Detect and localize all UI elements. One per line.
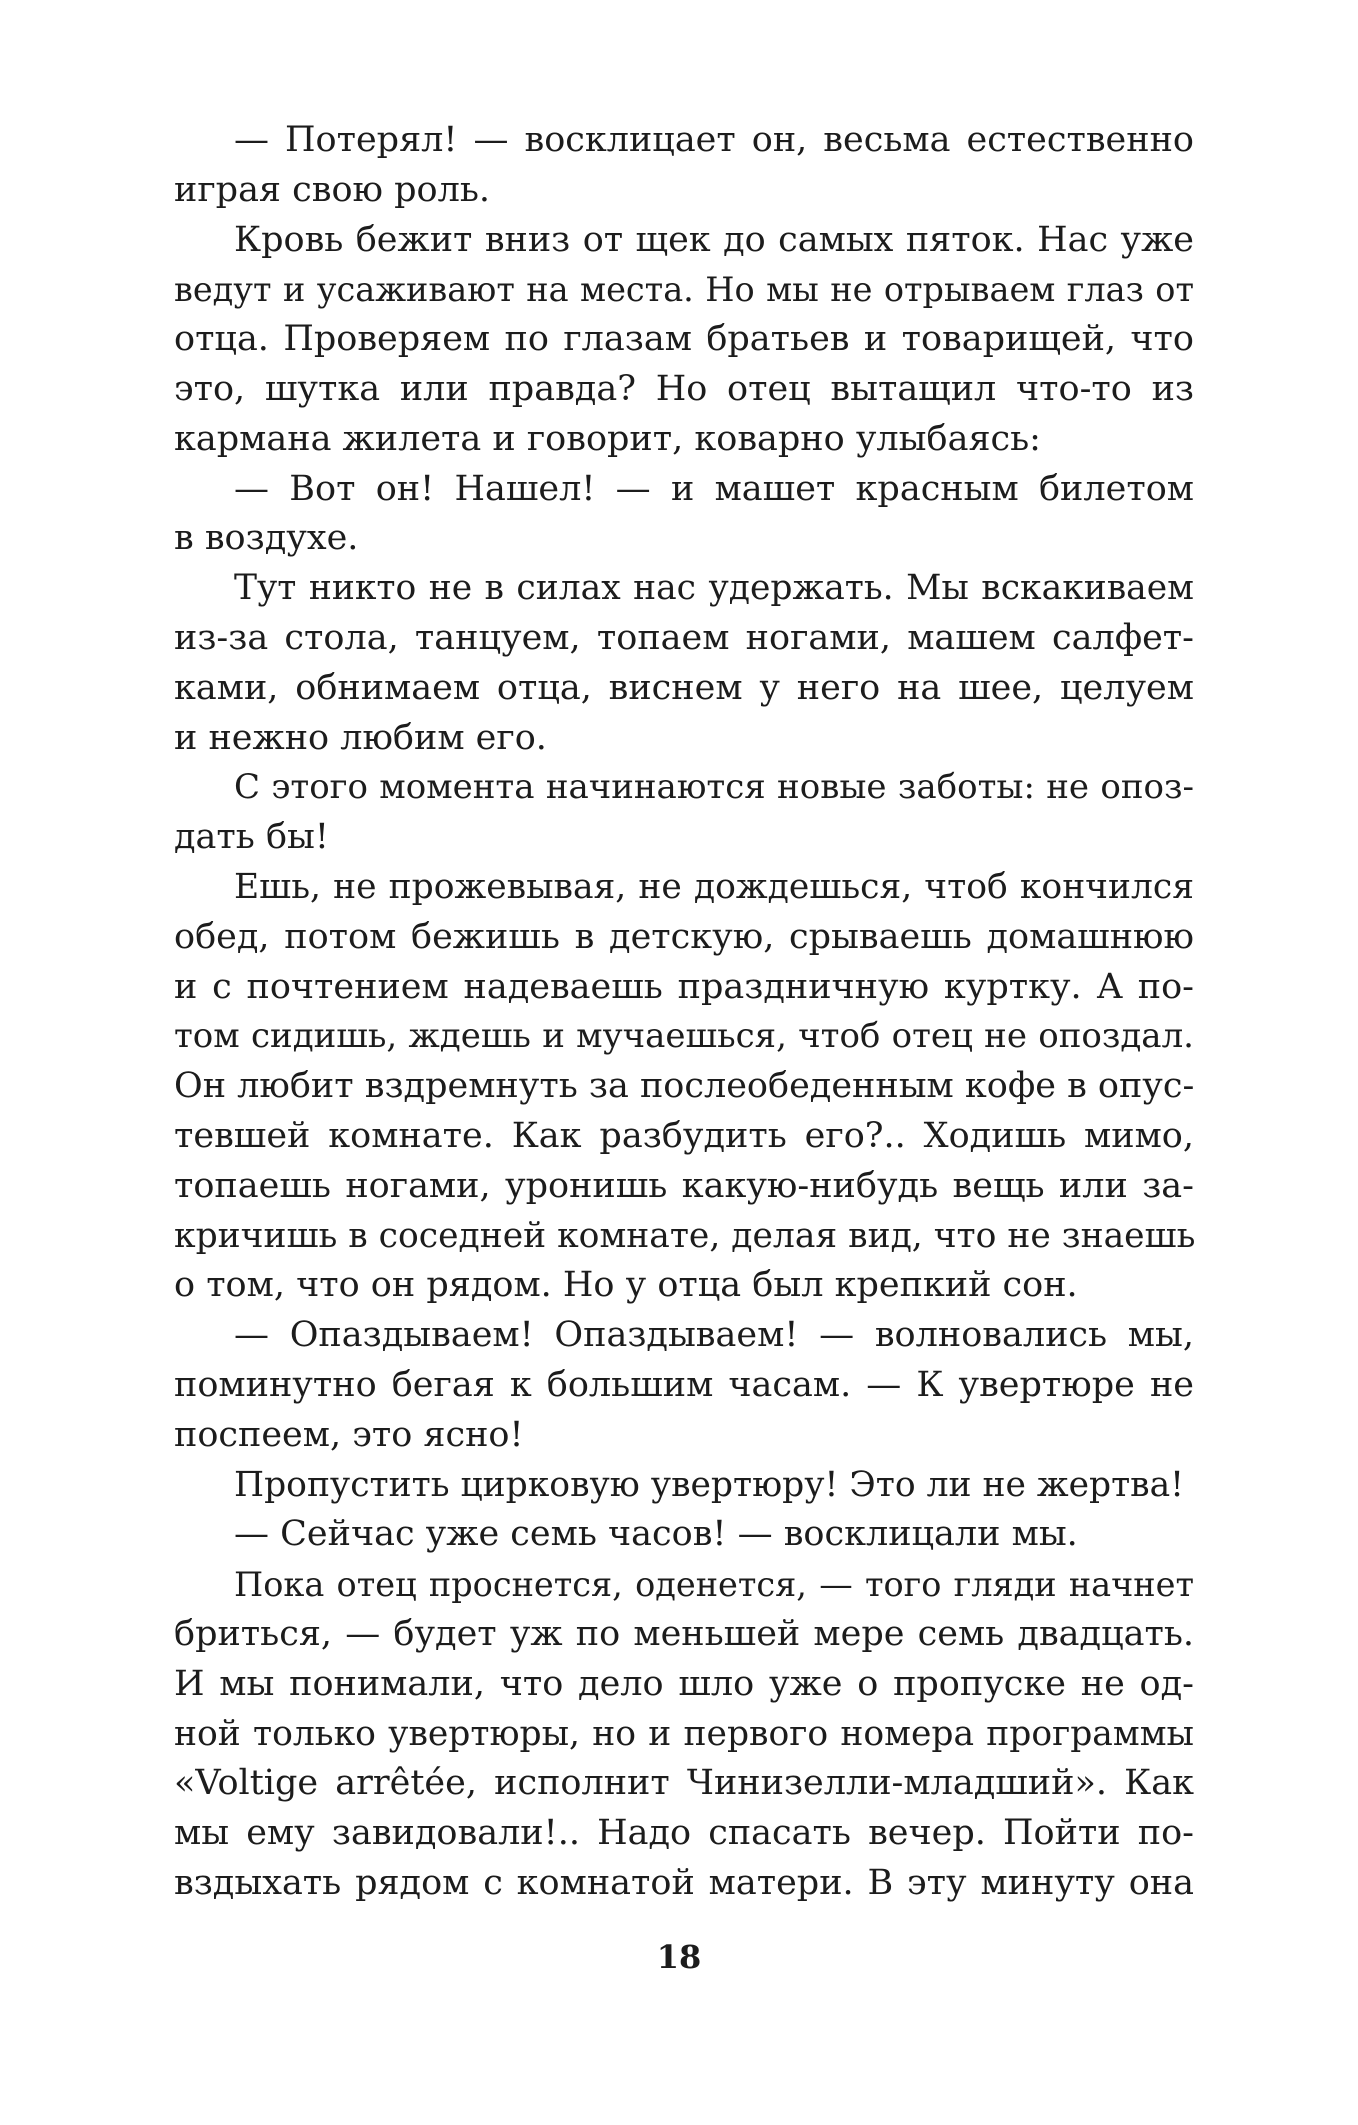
text-line: — Сейчас уже семь часов! — восклицали мы. (234, 1514, 1078, 1555)
text-line: это, шутка или правда? Но отец вытащил что-то из (174, 368, 1194, 409)
text-line: тевшей комнате. Как разбудить его?.. Ходишь мимо, (174, 1115, 1194, 1156)
text-line: ведут и усаживают на места. Но мы не отрываем глаз от (174, 270, 1194, 310)
text-line: обед, потом бежишь в детскую, срываешь домашнюю (174, 916, 1194, 957)
text-line: — Вот он! Нашел! — и машет красным билетом (234, 468, 1194, 509)
text-line: ками, обнимаем отца, виснем у него на шее, целуем (174, 667, 1194, 708)
text-line: играя свою роль. (174, 169, 491, 210)
text-line: вздыхать рядом с комнатой матери. В эту минуту она (174, 1862, 1194, 1903)
text-line: мы ему завидовали!.. Надо спасать вечер. Пойти по- (174, 1813, 1194, 1854)
text-line: Пока отец проснется, оденется, — того гляди начнет (234, 1565, 1194, 1605)
text-line: и с почтением надеваешь праздничную куртку. А по- (174, 966, 1194, 1007)
text-line: в воздухе. (174, 518, 359, 559)
text-line: «Voltige arrêtée, исполнит Чинизелли-младший». Как (174, 1763, 1194, 1804)
text-line: Тут никто не в силах нас удержать. Мы вскакиваем (234, 568, 1194, 609)
text-line: кричишь в соседней комнате, делая вид, что не знаешь (174, 1215, 1196, 1256)
text-line: Пропустить цирковую увертюру! Это ли не жертва! (234, 1464, 1185, 1505)
text-line: поминутно бегая к большим часам. — К увертюре не (174, 1364, 1194, 1405)
text-line: дать бы! (174, 817, 329, 858)
text-line: топаешь ногами, уронишь какую-нибудь вещь или за- (174, 1165, 1194, 1206)
page-number: 18 (656, 1938, 702, 1976)
text-line: отца. Проверяем по глазам братьев и товарищей, что (174, 319, 1194, 360)
text-line: Он любит вздремнуть за послеобеденным кофе в опус- (174, 1066, 1195, 1107)
text-line: — Потерял! — восклицает он, весьма естественно (234, 120, 1194, 160)
text-line: том сидишь, ждешь и мучаешься, чтоб отец не опоздал. (174, 1016, 1194, 1057)
text-line: кармана жилета и говорит, коварно улыбаясь: (174, 418, 1041, 459)
text-line: бриться, — будет уж по меньшей мере семь двадцать. (174, 1613, 1194, 1654)
text-line: о том, что он рядом. Но у отца был крепкий сон. (174, 1265, 1078, 1306)
text-line: поспеем, это ясно! (174, 1414, 524, 1455)
text-line: И мы понимали, что дело шло уже о пропуске не од- (174, 1663, 1194, 1704)
text-line: ной только увертюры, но и первого номера программы (174, 1713, 1194, 1754)
text-line: — Опаздываем! Опаздываем! — волновались мы, (234, 1315, 1194, 1356)
text-line: Кровь бежит вниз от щек до самых пяток. Нас уже (234, 219, 1194, 260)
text-line: из-за стола, танцуем, топаем ногами, машем салфет- (174, 617, 1194, 658)
text-line: и нежно любим его. (174, 717, 547, 758)
text-line: Ешь, не прожевывая, не дождешься, чтоб кончился (234, 866, 1194, 907)
text-line: С этого момента начинаются новые заботы: не опоз- (234, 767, 1194, 808)
body-text (174, 116, 1194, 1909)
